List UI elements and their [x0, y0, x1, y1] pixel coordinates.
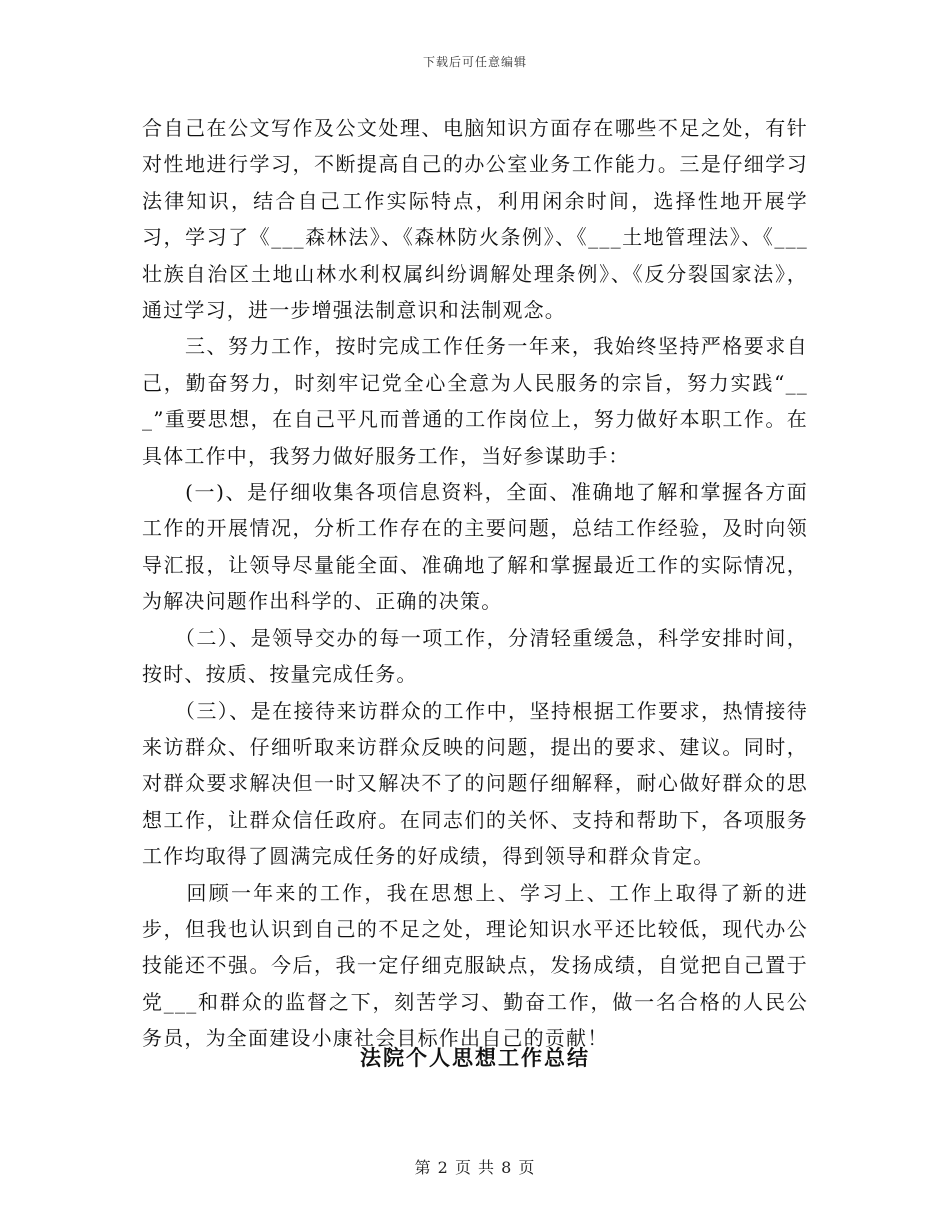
paragraph: (一)、是仔细收集各项信息资料，全面、准确地了解和掌握各方面工作的开展情况，分析工作存在的主要问题，总结工作经验，及时向领导汇报，让领导尽量能全面、准确地了解和掌握最近工作的实际情况，为解决问题作出科学的、正确的决策。 — [142, 480, 808, 614]
paragraph: （三）、是在接待来访群众的工作中，坚持根据工作要求，热情接待来访群众、仔细听取来访群众反映的问题，提出的要求、建议。同时，对群众要求解决但一时又解决不了的问题仔细解释，耐心做好群众的思想工作，让群众信任政府。在同志们的关怀、支持和帮助下，各项服务工作均取得了圆满完成任务的好成绩，得到领导和群众肯定。 — [142, 698, 808, 869]
document-title: 法院个人思想工作总结 — [360, 1045, 590, 1070]
page-number: 第 2 页 共 8 页 — [414, 1158, 536, 1177]
header-note: 下载后可任意编辑 — [422, 55, 527, 69]
paragraph: （二）、是领导交办的每一项工作，分清轻重缓急，科学安排时间，按时、按质、按量完成任务。 — [142, 625, 808, 687]
paragraph: 三、努力工作，按时完成工作任务一年来，我始终坚持严格要求自己，勤奋努力，时刻牢记党全心全意为人民服务的宗旨，努力实践“___”重要思想，在自己平凡而普通的工作岗位上，努力做好本职工作。在具体工作中，我努力做好服务工作，当好参谋助手： — [142, 334, 808, 468]
body-text — [142, 110, 808, 1057]
paragraph: 回顾一年来的工作，我在思想上、学习上、工作上取得了新的进步，但我也认识到自己的不足之处，理论知识水平还比较低，现代办公技能还不强。今后，我一定仔细克服缺点，发扬成绩，自觉把自己置于党___和群众的监督之下，刻苦学习、勤奋工作，做一名合格的人民公务员，为全面建设小康社会目标作出自己的贡献！ — [142, 880, 808, 1051]
paragraph: 合自己在公文写作及公文处理、电脑知识方面存在哪些不足之处，有针对性地进行学习，不断提高自己的办公室业务工作能力。三是仔细学习法律知识，结合自己工作实际特点，利用闲余时间，选择性地开展学习，学习了《___森林法》、《森林防火条例》、《___土地管理法》、《___壮族自治区土地山林水利权属纠纷调解处理条例》、《反分裂国家法》，通过学习，进一步增强法制意识和法制观念。 — [142, 116, 808, 323]
